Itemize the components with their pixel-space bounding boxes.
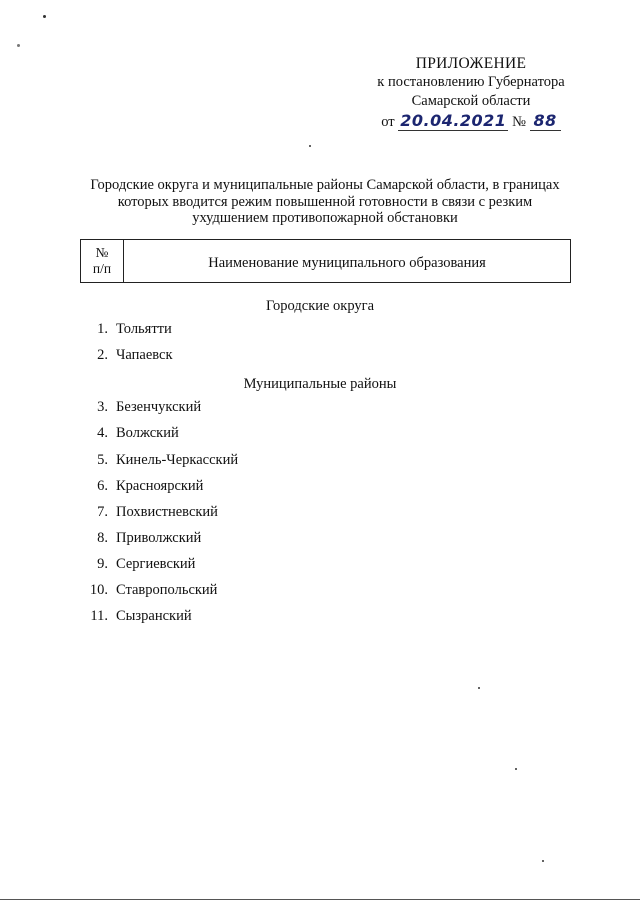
item-name: Безенчукский (116, 399, 202, 415)
table-header (80, 239, 571, 283)
list-item (0, 450, 400, 470)
item-number: 6. (97, 478, 108, 494)
item-name: Приволжский (116, 530, 202, 546)
appendix-line-1: к постановлению Губернатора (377, 74, 565, 90)
item-name: Чапаевск (116, 347, 173, 363)
item-number: 4. (97, 425, 108, 441)
list-item (0, 528, 400, 548)
item-name: Кинель-Черкасский (116, 452, 239, 468)
item-name: Сергиевский (116, 556, 196, 572)
item-name: Похвистневский (116, 504, 218, 520)
column-number-abbr: п/п (92, 261, 112, 276)
item-number: 1. (97, 321, 108, 337)
list-item (0, 397, 400, 417)
item-number: 8. (97, 530, 108, 546)
item-name: Волжский (116, 425, 179, 441)
appendix-header (360, 54, 582, 132)
list-item (0, 502, 400, 522)
list-item (0, 345, 400, 365)
appendix-title: ПРИЛОЖЕНИЕ (415, 55, 527, 72)
number-sign: № (512, 114, 526, 130)
handwritten-date: 20.04.2021 (400, 111, 507, 130)
date-number-line (360, 111, 582, 132)
list-item (0, 319, 400, 339)
list-item (0, 554, 400, 574)
list-item (0, 423, 400, 443)
item-number: 10. (89, 582, 108, 598)
appendix-line-2: Самарской области (411, 93, 531, 109)
item-name: Сызранский (116, 608, 192, 624)
item-name: Ставропольский (116, 582, 218, 598)
scan-speck (542, 860, 544, 862)
item-number: 3. (97, 399, 108, 415)
scan-speck (515, 768, 517, 770)
handwritten-number: 88 (530, 111, 561, 131)
column-name-header: Наименование муниципального образования (208, 254, 486, 271)
item-number: 5. (97, 452, 108, 468)
section-title-municipal-districts: Муниципальные районы (243, 376, 397, 392)
scan-speck (478, 687, 480, 689)
item-name: Тольятти (116, 321, 172, 337)
scan-edge-line (0, 899, 640, 900)
list-item (0, 580, 400, 600)
item-number: 9. (97, 556, 108, 572)
item-number: 7. (97, 504, 108, 520)
column-number-header (81, 240, 124, 282)
list-item (0, 606, 400, 626)
scan-speck (309, 145, 311, 147)
column-number-sign: № (95, 245, 109, 260)
section-title-city-districts: Городские округа (265, 298, 375, 314)
scan-speck (17, 44, 20, 47)
item-name: Красноярский (116, 478, 204, 494)
item-number: 11. (90, 608, 108, 624)
date-prefix: от (381, 114, 395, 130)
document-title: Городские округа и муниципальные районы Самарской области, в границах которых вводится режим повышенной готовности в связи с резким ухудшением противопожарной обстановки (90, 177, 560, 226)
list-item (0, 476, 400, 496)
scan-speck (43, 15, 46, 18)
item-number: 2. (97, 347, 108, 363)
